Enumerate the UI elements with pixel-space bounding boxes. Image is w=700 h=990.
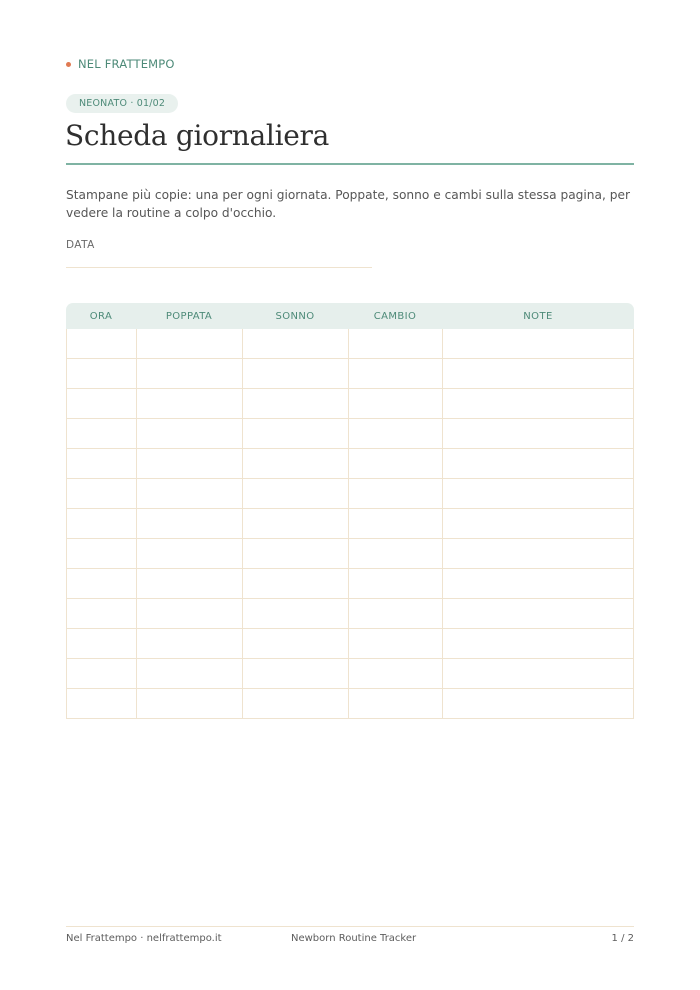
- table-row: [67, 449, 633, 479]
- cell-poppata[interactable]: [137, 449, 243, 478]
- table-row: [67, 329, 633, 359]
- cell-cambio[interactable]: [349, 509, 443, 538]
- brand-dot-icon: [66, 62, 71, 67]
- cell-poppata[interactable]: [137, 599, 243, 628]
- cell-cambio[interactable]: [349, 659, 443, 688]
- table-body: [66, 329, 634, 719]
- cell-cambio[interactable]: [349, 389, 443, 418]
- cell-sonno[interactable]: [243, 569, 349, 598]
- cell-sonno[interactable]: [243, 509, 349, 538]
- cell-poppata[interactable]: [137, 659, 243, 688]
- cell-poppata[interactable]: [137, 329, 243, 358]
- cell-ora[interactable]: [67, 569, 137, 598]
- footer-divider: [66, 926, 634, 927]
- cell-sonno[interactable]: [243, 419, 349, 448]
- cell-note[interactable]: [443, 659, 633, 688]
- cell-note[interactable]: [443, 479, 633, 508]
- cell-ora[interactable]: [67, 599, 137, 628]
- page-title: Scheda giornaliera: [65, 119, 329, 152]
- table-row: [67, 629, 633, 659]
- cell-sonno[interactable]: [243, 539, 349, 568]
- column-header-poppata: POPPATA: [165, 310, 213, 322]
- cell-note[interactable]: [443, 419, 633, 448]
- table-row: [67, 689, 633, 719]
- brand-name: NEL FRATTEMPO: [78, 57, 175, 71]
- brand: [66, 57, 175, 71]
- cell-note[interactable]: [443, 599, 633, 628]
- table-row: [67, 539, 633, 569]
- cell-ora[interactable]: [67, 329, 137, 358]
- cell-note[interactable]: [443, 449, 633, 478]
- table-row: [67, 419, 633, 449]
- cell-ora[interactable]: [67, 689, 137, 718]
- title-divider: [66, 163, 634, 165]
- cell-poppata[interactable]: [137, 509, 243, 538]
- table-row: [67, 569, 633, 599]
- cell-ora[interactable]: [67, 449, 137, 478]
- table-row: [67, 389, 633, 419]
- cell-sonno[interactable]: [243, 329, 349, 358]
- cell-cambio[interactable]: [349, 569, 443, 598]
- cell-cambio[interactable]: [349, 449, 443, 478]
- cell-note[interactable]: [443, 569, 633, 598]
- cell-poppata[interactable]: [137, 389, 243, 418]
- table-row: [67, 359, 633, 389]
- cell-poppata[interactable]: [137, 689, 243, 718]
- cell-note[interactable]: [443, 359, 633, 388]
- cell-ora[interactable]: [67, 659, 137, 688]
- table-row: [67, 509, 633, 539]
- cell-cambio[interactable]: [349, 689, 443, 718]
- cell-sonno[interactable]: [243, 449, 349, 478]
- cell-cambio[interactable]: [349, 599, 443, 628]
- cell-poppata[interactable]: [137, 569, 243, 598]
- column-header-sonno: SONNO: [275, 310, 315, 322]
- cell-cambio[interactable]: [349, 479, 443, 508]
- section-badge: NEONATO · 01/02: [66, 94, 178, 113]
- column-header-ora: ORA: [89, 310, 113, 322]
- cell-ora[interactable]: [67, 539, 137, 568]
- cell-cambio[interactable]: [349, 359, 443, 388]
- cell-ora[interactable]: [67, 419, 137, 448]
- date-label: DATA: [66, 239, 95, 251]
- cell-poppata[interactable]: [137, 359, 243, 388]
- column-header-note: NOTE: [523, 310, 553, 322]
- cell-poppata[interactable]: [137, 419, 243, 448]
- table-row: [67, 599, 633, 629]
- table-row: [67, 659, 633, 689]
- footer-site: Nel Frattempo · nelfrattempo.it: [66, 933, 222, 944]
- cell-sonno[interactable]: [243, 389, 349, 418]
- cell-ora[interactable]: [67, 359, 137, 388]
- column-header-cambio: CAMBIO: [373, 310, 417, 322]
- cell-poppata[interactable]: [137, 479, 243, 508]
- cell-ora[interactable]: [67, 509, 137, 538]
- log-table: [66, 303, 634, 719]
- cell-cambio[interactable]: [349, 419, 443, 448]
- cell-sonno[interactable]: [243, 689, 349, 718]
- cell-sonno[interactable]: [243, 599, 349, 628]
- table-header: [66, 303, 634, 329]
- cell-sonno[interactable]: [243, 359, 349, 388]
- table-row: [67, 479, 633, 509]
- cell-sonno[interactable]: [243, 659, 349, 688]
- cell-cambio[interactable]: [349, 329, 443, 358]
- cell-note[interactable]: [443, 539, 633, 568]
- page-number: 1 / 2: [611, 933, 634, 944]
- cell-cambio[interactable]: [349, 539, 443, 568]
- cell-note[interactable]: [443, 689, 633, 718]
- cell-note[interactable]: [443, 509, 633, 538]
- cell-sonno[interactable]: [243, 479, 349, 508]
- cell-ora[interactable]: [67, 479, 137, 508]
- cell-note[interactable]: [443, 389, 633, 418]
- cell-sonno[interactable]: [243, 629, 349, 658]
- cell-cambio[interactable]: [349, 629, 443, 658]
- footer-title: Newborn Routine Tracker: [291, 933, 417, 944]
- cell-poppata[interactable]: [137, 539, 243, 568]
- cell-poppata[interactable]: [137, 629, 243, 658]
- cell-note[interactable]: [443, 329, 633, 358]
- date-field[interactable]: [66, 267, 372, 268]
- cell-ora[interactable]: [67, 629, 137, 658]
- intro-text: Stampane più copie: una per ogni giornata. Poppate, sonno e cambi sulla stessa pagina, per vedere la routine a colpo d'occhio.: [66, 188, 630, 220]
- cell-note[interactable]: [443, 629, 633, 658]
- cell-ora[interactable]: [67, 389, 137, 418]
